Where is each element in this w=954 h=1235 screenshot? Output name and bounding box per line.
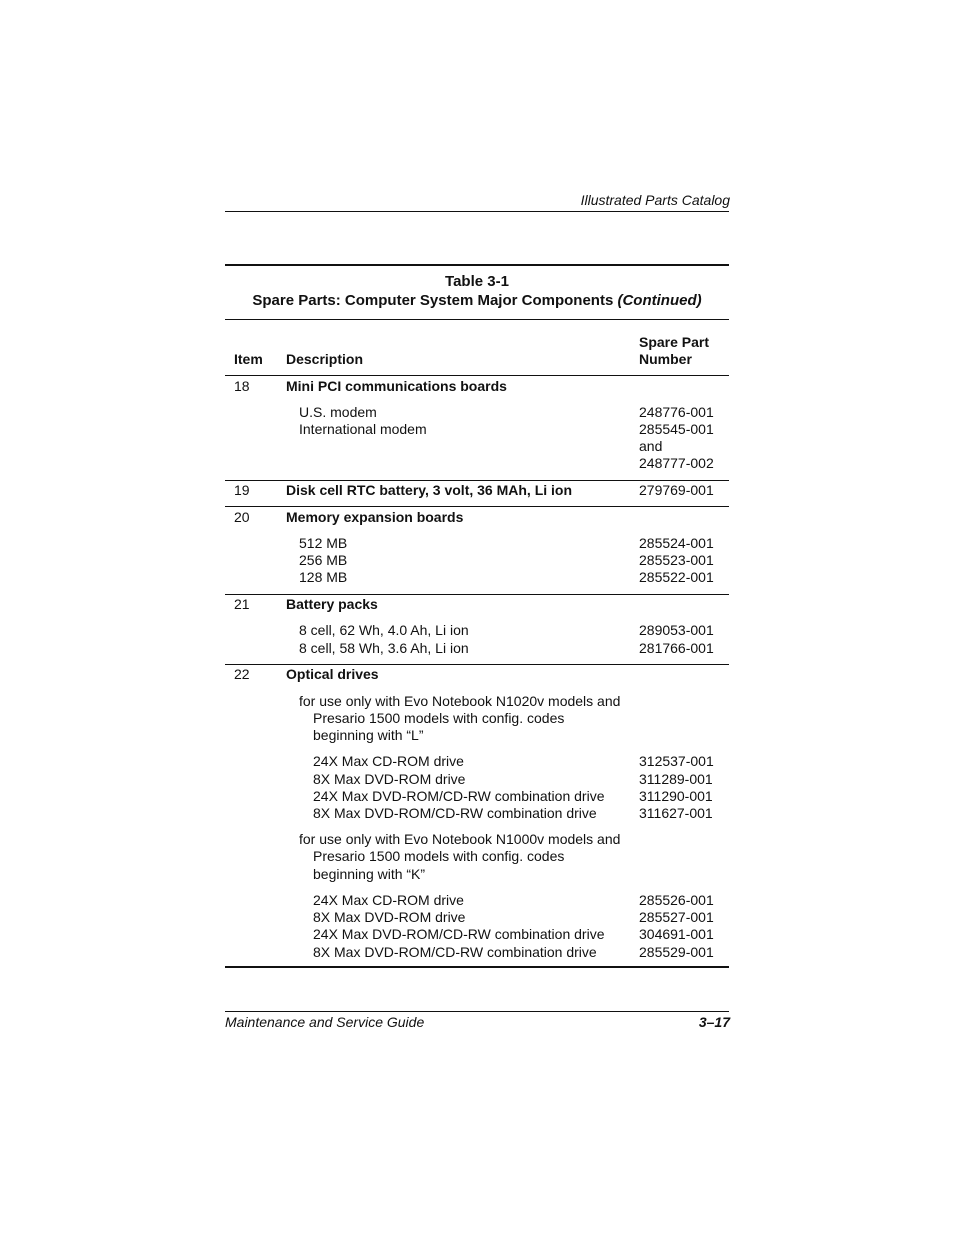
line-part-number: 285527-001 [639,909,714,925]
line-part-number: 304691-001 [639,926,714,942]
row-rule [225,480,729,481]
line-part-number: 285526-001 [639,892,714,908]
col-header-spare-part [639,334,709,368]
line-desc: 8X Max DVD-ROM/CD-RW combination drive [313,944,597,960]
row-item-number: 19 [234,482,250,498]
group-note: Presario 1500 models with config. codes [313,710,565,726]
line-desc: 8 cell, 58 Wh, 3.6 Ah, Li ion [299,640,469,656]
row-heading: Battery packs [286,596,378,612]
footer-guide-title: Maintenance and Service Guide [225,1014,425,1030]
line-part-number: 311289-001 [639,771,713,787]
table-number: Table 3-1 [445,273,509,290]
row-item-number: 18 [234,378,250,394]
line-part-number: 285529-001 [639,944,714,960]
row-heading: Optical drives [286,666,379,682]
row-heading: Disk cell RTC battery, 3 volt, 36 MAh, Li ion [286,482,573,498]
line-desc: International modem [299,421,427,437]
running-header: Illustrated Parts Catalog [580,192,730,208]
line-desc: 24X Max DVD-ROM/CD-RW combination drive [313,788,605,804]
line-part-number: 279769-001 [639,482,714,498]
line-desc: 8X Max DVD-ROM drive [313,909,466,925]
table-title-text: Spare Parts: Computer System Major Components [252,292,614,309]
line-desc: 8 cell, 62 Wh, 4.0 Ah, Li ion [299,622,469,638]
group-note: Presario 1500 models with config. codes [313,848,565,864]
line-part-number: 248777-002 [639,455,714,471]
row-heading: Mini PCI communications boards [286,378,507,394]
line-desc: 24X Max CD-ROM drive [313,892,464,908]
line-desc: 512 MB [299,535,348,551]
line-desc: 8X Max DVD-ROM/CD-RW combination drive [313,805,597,821]
table-title [225,291,729,310]
line-part-number: 285545-001 [639,421,714,437]
footer-page-number: 3–17 [698,1014,730,1030]
line-part-number: 312537-001 [639,753,714,769]
line-part-number: and [639,438,663,454]
group-note: beginning with “L” [313,727,424,743]
line-desc: 256 MB [299,552,348,568]
line-part-number: 311627-001 [639,805,713,821]
line-desc: U.S. modem [299,404,377,420]
line-desc: 128 MB [299,569,348,585]
row-item-number: 20 [234,509,250,525]
col-header-description: Description [286,351,364,367]
table-top-rule [225,264,729,266]
header-rule [225,211,729,212]
row-heading: Memory expansion boards [286,509,464,525]
line-part-number: 285523-001 [639,552,714,568]
group-note: beginning with “K” [313,866,426,882]
line-part-number: 285522-001 [639,569,714,585]
col-header-item: Item [234,351,263,367]
title-rule [225,319,729,320]
line-part-number: 285524-001 [639,535,714,551]
row-rule [225,594,729,595]
col-header-spare-line2: Number [639,351,692,367]
table-bottom-rule [225,966,729,968]
row-rule [225,664,729,665]
line-part-number: 248776-001 [639,404,714,420]
col-header-spare-line1: Spare Part [639,334,710,350]
line-desc: 8X Max DVD-ROM drive [313,771,466,787]
row-item-number: 21 [234,596,250,612]
group-note: for use only with Evo Notebook N1000v models and [299,831,621,847]
table-title-suffix: (Continued) [617,292,702,309]
line-desc: 24X Max DVD-ROM/CD-RW combination drive [313,926,605,942]
line-part-number: 289053-001 [639,622,714,638]
group-note: for use only with Evo Notebook N1020v models and [299,693,621,709]
line-desc: 24X Max CD-ROM drive [313,753,464,769]
line-part-number: 311290-001 [639,788,713,804]
row-rule [225,506,729,507]
col-header-rule [225,375,729,376]
row-item-number: 22 [234,666,250,682]
footer-rule [225,1011,729,1012]
line-part-number: 281766-001 [639,640,714,656]
